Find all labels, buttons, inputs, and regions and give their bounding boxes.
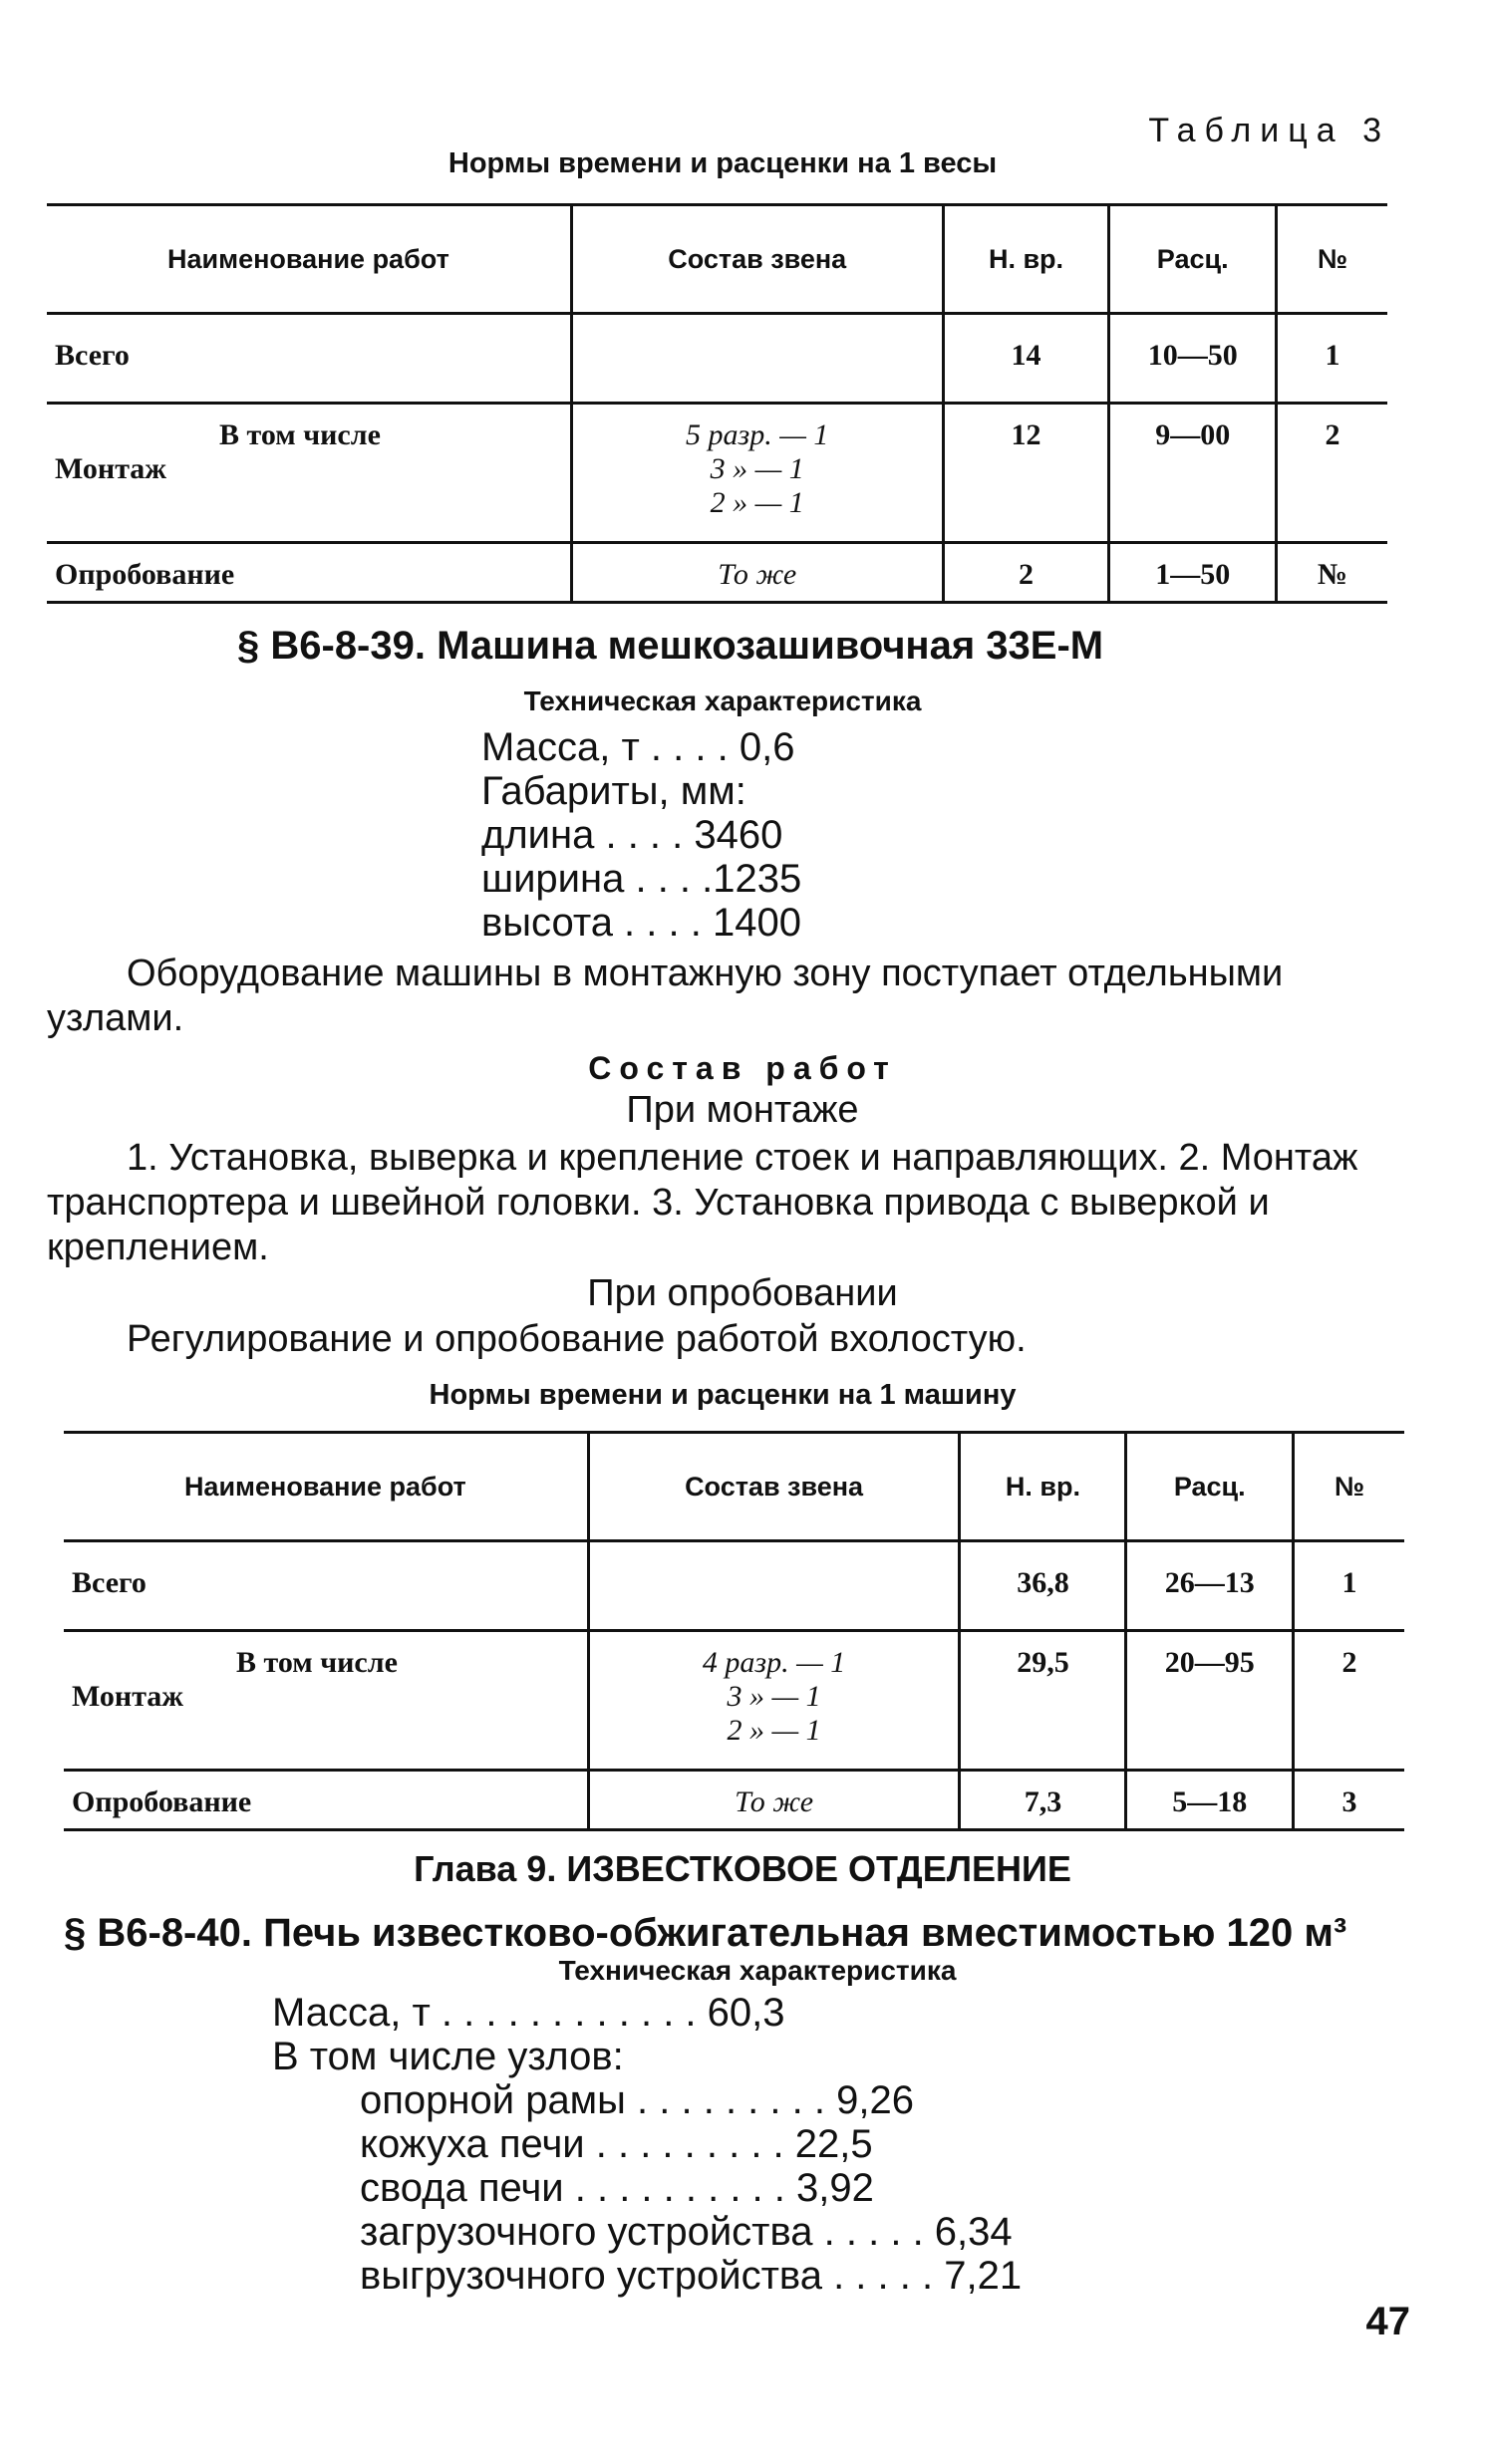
spec-row: высота . . . . 1400 — [481, 901, 801, 945]
row-name: Всего — [47, 314, 571, 404]
subheading-installation: При монтаже — [626, 1089, 859, 1131]
table2-header-name: Наименование работ — [64, 1433, 588, 1541]
row-rate: 10—50 — [1109, 314, 1277, 404]
table-row — [47, 543, 1387, 603]
section1-paragraph-3: Регулирование и опробование работой вхолостую. — [127, 1318, 1027, 1360]
row-num: 1 — [1277, 314, 1388, 404]
spec-row: опорной рамы . . . . . . . . . 9,26 — [360, 2078, 914, 2122]
row-name-text: Монтаж — [55, 452, 167, 485]
row-name: Опробование — [55, 558, 235, 591]
page-number: 47 — [1365, 2300, 1410, 2343]
table1-header-rate: Расц. — [1109, 205, 1277, 314]
row-name-text: Монтаж — [72, 1680, 184, 1713]
table1-header-num: № — [1277, 205, 1388, 314]
work-composition-title: Состав работ — [588, 1050, 897, 1086]
row-crew — [588, 1631, 960, 1771]
section1-paragraph-1: Оборудование машины в монтажную зону поступает отдельными узлами. — [47, 953, 1284, 1039]
spec-row: В том числе узлов: — [272, 2035, 624, 2078]
subheading-testing: При опробовании — [587, 1272, 898, 1314]
row-name: Всего — [64, 1541, 588, 1631]
spec-row: Масса, т . . . . . . . . . . . . 60,3 — [272, 1991, 785, 2035]
spec-row: Габариты, мм: — [481, 769, 746, 813]
spec-row: кожуха печи . . . . . . . . . 22,5 — [360, 2122, 873, 2166]
row-num: 2 — [1294, 1631, 1404, 1771]
row-rate: 20—95 — [1126, 1631, 1294, 1771]
spec-row: ширина . . . .1235 — [481, 857, 802, 901]
row-rate: 9—00 — [1109, 404, 1277, 543]
row-crew — [571, 404, 943, 543]
spec-row: загрузочного устройства . . . . . 6,34 — [360, 2210, 1013, 2254]
table-row — [64, 1631, 1404, 1771]
row-time: 7,3 — [960, 1771, 1126, 1830]
section1-spec-title: Техническая характеристика — [523, 685, 922, 716]
section2-heading: § В6-8-40. Печь известково-обжигательная вместимостью 120 м³ — [64, 1911, 1347, 1955]
table2-header-crew: Состав звена — [588, 1433, 960, 1541]
table2-header-time: Н. вр. — [960, 1433, 1126, 1541]
row-num: 3 — [1294, 1771, 1404, 1830]
row-time: 14 — [943, 314, 1109, 404]
spec-row: Масса, т . . . . 0,6 — [481, 725, 795, 769]
row-rate: 5—18 — [1126, 1771, 1294, 1830]
row-crew — [571, 314, 943, 404]
table1-caption: Нормы времени и расценки на 1 весы — [447, 147, 998, 179]
table2-header-num: № — [1294, 1433, 1404, 1541]
row-name — [64, 1631, 588, 1771]
row-num: 2 — [1277, 404, 1388, 543]
row-time: 36,8 — [960, 1541, 1126, 1631]
table2-caption: Нормы времени и расценки на 1 машину — [429, 1379, 1017, 1411]
row-crew — [588, 1541, 960, 1631]
row-time: 29,5 — [960, 1631, 1126, 1771]
row-crew: То же — [571, 543, 943, 603]
table2-header-rate: Расц. — [1126, 1433, 1294, 1541]
row-time: 2 — [943, 543, 1109, 603]
section2-spec — [272, 1991, 1022, 2298]
section2-spec-title: Техническая характеристика — [558, 1955, 957, 1986]
crew-line: 2 » — 1 — [727, 1714, 821, 1747]
section1-spec — [481, 725, 801, 945]
table-number-label: Таблица 3 — [1148, 112, 1390, 149]
crew-line: 5 разр. — 1 — [686, 418, 829, 451]
table-row — [47, 404, 1387, 543]
table-row — [47, 314, 1387, 404]
spec-row: длина . . . . 3460 — [481, 813, 783, 857]
row-num: 1 — [1294, 1541, 1404, 1631]
table-row — [64, 1541, 1404, 1631]
table1-header-crew: Состав звена — [571, 205, 943, 314]
table1 — [47, 203, 1387, 604]
table1-header-time: Н. вр. — [943, 205, 1109, 314]
row-crew: То же — [588, 1771, 960, 1830]
row-name: Опробование — [72, 1785, 252, 1818]
row-subheading: В том числе — [219, 418, 381, 451]
table1-header-name: Наименование работ — [47, 205, 571, 314]
crew-line: 3 » — 1 — [710, 452, 804, 485]
row-subheading: В том числе — [236, 1646, 398, 1679]
table2 — [64, 1431, 1404, 1831]
row-name — [47, 404, 571, 543]
crew-line: 3 » — 1 — [727, 1680, 821, 1713]
row-num: № — [1277, 543, 1388, 603]
section1-paragraph-2: 1. Установка, выверка и крепление стоек и направляющих. 2. Монтаж транспортера и швейной головки. 3. Установка привода с выверкой и креплением. — [47, 1137, 1358, 1268]
row-rate: 1—50 — [1109, 543, 1277, 603]
crew-line: 2 » — 1 — [710, 486, 804, 519]
chapter-heading: Глава 9. ИЗВЕСТКОВОЕ ОТДЕЛЕНИЕ — [414, 1848, 1071, 1889]
section1-heading: § В6-8-39. Машина мешкозашивочная 33Е-М — [237, 624, 1104, 668]
row-rate: 26—13 — [1126, 1541, 1294, 1631]
spec-row: выгрузочного устройства . . . . . 7,21 — [360, 2254, 1023, 2298]
spec-row: свода печи . . . . . . . . . . 3,92 — [360, 2166, 874, 2210]
row-time: 12 — [943, 404, 1109, 543]
crew-line: 4 разр. — 1 — [702, 1646, 846, 1679]
table-row — [64, 1771, 1404, 1830]
